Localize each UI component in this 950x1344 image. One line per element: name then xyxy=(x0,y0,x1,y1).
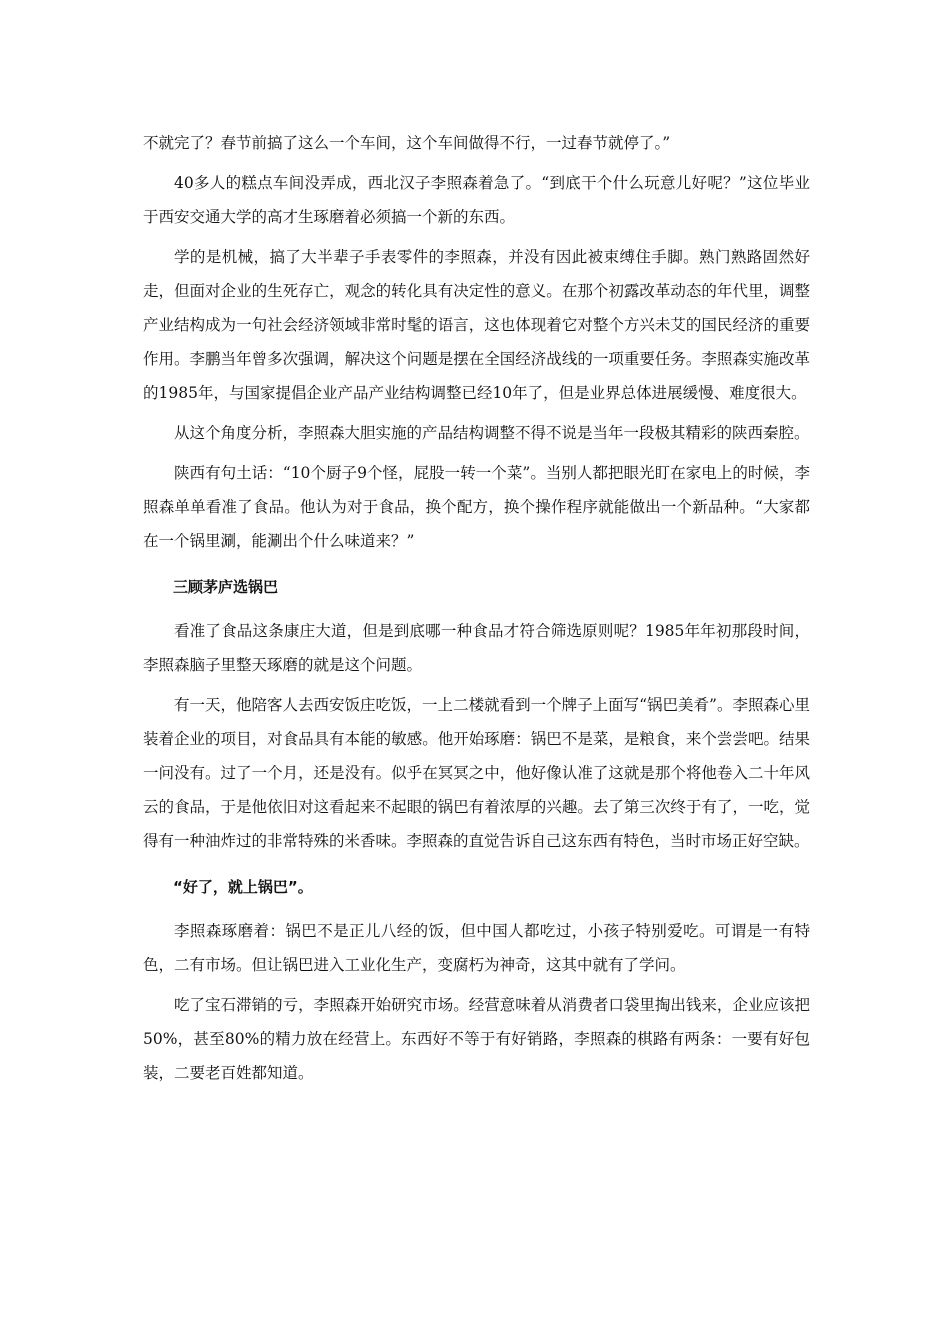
paragraph: 有一天，他陪客人去西安饭庄吃饭，一上二楼就看到一个牌子上面写“锅巴美肴”。李照森心里装着企业的项目，对食品具有本能的敏感。他开始琢磨：锅巴不是菜，是粮食，来个尝尝吧。结果一问没有。过了一个月，还是没有。似乎在冥冥之中，他好像认准了这就是那个将他卷入二十年风云的食品，于是他依旧对这看起来不起眼的锅巴有着浓厚的兴趣。去了第三次终于有了，一吃，觉得有一种油炸过的非常特殊的米香味。李照森的直觉告诉自己这东西有特色，当时市场正好空缺。 xyxy=(143,696,810,850)
paragraph: 不就完了？春节前搞了这么一个车间，这个车间做得不行，一过春节就停了。” xyxy=(143,134,671,152)
paragraph: 从这个角度分析，李照森大胆实施的产品结构调整不得不说是当年一段极其精彩的陕西秦腔。 xyxy=(174,424,810,442)
paragraph: 李照森琢磨着：锅巴不是正儿八经的饭，但中国人都吃过，小孩子特别爱吃。可谓是一有特色，二有市场。但让锅巴进入工业化生产，变腐朽为神奇，这其中就有了学问。 xyxy=(143,922,810,974)
paragraph: 陕西有句土话：“10个厨子9个怪，屁股一转一个菜”。当别人都把眼光盯在家电上的时候，李照森单单看准了食品。他认为对于食品，换个配方，换个操作程序就能做出一个新品种。“大家都在一个锅里涮，能涮出个什么味道来？” xyxy=(143,464,810,550)
document-body xyxy=(143,126,810,1096)
paragraph: 40多人的糕点车间没弄成，西北汉子李照森着急了。“到底干个什么玩意儿好呢？”这位毕业于西安交通大学的高才生琢磨着必须搞一个新的东西。 xyxy=(143,174,810,226)
paragraph: 看准了食品这条康庄大道，但是到底哪一种食品才符合筛选原则呢？1985年年初那段时间，李照森脑子里整天琢磨的就是这个问题。 xyxy=(143,622,810,674)
paragraph: 学的是机械，搞了大半辈子手表零件的李照森，并没有因此被束缚住手脚。熟门熟路固然好走，但面对企业的生死存亡，观念的转化具有决定性的意义。在那个初露改革动态的年代里，调整产业结构成为一句社会经济领域非常时髦的语言，这也体现着它对整个方兴未艾的国民经济的重要作用。李鹏当年曾多次强调，解决这个问题是摆在全国经济战线的一项重要任务。李照森实施改革的1985年，与国家提倡企业产品产业结构调整已经10年了，但是业界总体进展缓慢、难度很大。 xyxy=(143,248,810,402)
paragraph: 吃了宝石滞销的亏，李照森开始研究市场。经营意味着从消费者口袋里掏出钱来，企业应该把50%，甚至80%的精力放在经营上。东西好不等于有好销路，李照森的棋路有两条：一要有好包装，二要老百姓都知道。 xyxy=(143,996,810,1082)
section-heading: 三顾茅庐选锅巴 xyxy=(173,578,279,596)
section-heading: “好了，就上锅巴”。 xyxy=(173,878,313,896)
